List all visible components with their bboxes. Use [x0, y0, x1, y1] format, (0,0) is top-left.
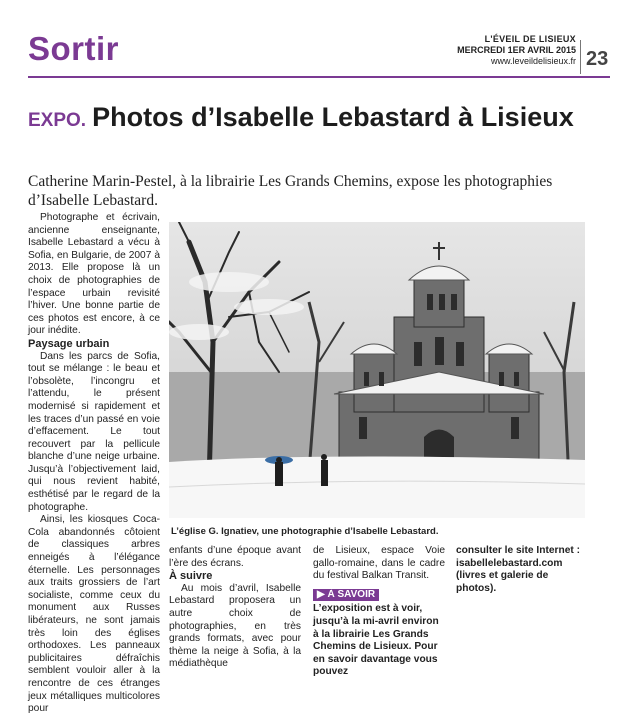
article-column-1: [28, 212, 160, 716]
paragraph: Dans les parcs de Sofia, tout se mélange : le beau et l’obsolète, l’incongru et l’attendu, le présent modernisé si rapidement et les traces d’un passé en voie d’effacement. Le tout recouvert par la pellicule blanche d’une neige urbaine. Jusqu’à l’objectivement laid, qui nous revient habité, esthétisé par le regard de la photographe.: [28, 350, 160, 513]
paragraph: Photographe et écrivain, ancienne enseignante, Isabelle Lebastard a vécu à Sofia, en Bulgarie, de 2007 à 2013. Elle propose là un choix de photographies de l’espace urbain revisité l’hiver. Une bonne partie de ces photos est encore, à ce jour inédite.: [28, 212, 160, 337]
paragraph: de Lisieux, espace Voie gallo-romaine, dans le cadre du festival Balkan Transit.: [313, 545, 445, 582]
header-info: [457, 34, 576, 67]
article-lede: Catherine Marin-Pestel, à la librairie Les Grands Chemins, expose les photographies d’Isabelle Lebastard.: [28, 173, 553, 209]
subheading: Paysage urbain: [28, 337, 110, 350]
subheading: À suivre: [169, 570, 213, 583]
church-photo-graphic: [169, 222, 585, 518]
article-column-2: [169, 545, 301, 671]
section-title: Sortir: [28, 30, 120, 67]
paragraph: Ainsi, les kiosques Coca-Cola abandonnés côtoient de classiques arbres enneigés à l’élégance éternelle. Les personnages aux traits grossiers de l’art socialiste, comme ceux du monument aux Russes libérateurs, ne sont jamais très loin des églises orthodoxes. Les panneaux publicitaires défraîchis semblent vouloir aller à la rencontre de ces étranges jeux métalliques multicolores pour: [28, 514, 160, 715]
publication-website[interactable]: www.leveildelisieux.fr: [490, 56, 576, 66]
info-box-label-text: À SAVOIR: [327, 588, 376, 600]
church-photo: [169, 222, 585, 518]
header-separator: [580, 40, 581, 74]
paragraph: Au mois d’avril, Isabelle Lebastard proposera un autre choix de photographies, en très grands formats, avec pour thème la neige à Sofia, à la médiathèque: [169, 582, 301, 670]
page-number: 23: [586, 48, 609, 70]
paragraph: enfants d’une époque avant l’ère des écrans.: [169, 545, 301, 569]
publication-date: MERCREDI 1ER AVRIL 2015: [457, 45, 576, 55]
article-column-4: [456, 545, 588, 595]
photo-caption: L’église G. Ignatiev, une photographie d’Isabelle Lebastard.: [171, 526, 439, 537]
info-box-text: L’exposition est à voir, jusqu’à la mi-avril environ à la librairie Les Grands Chemins de Lisieux. Pour en savoir davantage vous pouvez: [313, 603, 439, 678]
article-title: Photos d’Isabelle Lebastard à Lisieux: [92, 102, 574, 132]
article-kicker: EXPO.: [28, 110, 87, 131]
info-box-text-continued: consulter le site Internet : isabellelebastard.com (livres et galerie de photos).: [456, 545, 580, 594]
header-rule: [28, 76, 610, 78]
publication-name: L'ÉVEIL DE LISIEUX: [484, 34, 576, 44]
info-box-label: ▶ À SAVOIR: [313, 589, 379, 602]
article-column-3: [313, 545, 445, 679]
article-title-block: [28, 102, 588, 136]
